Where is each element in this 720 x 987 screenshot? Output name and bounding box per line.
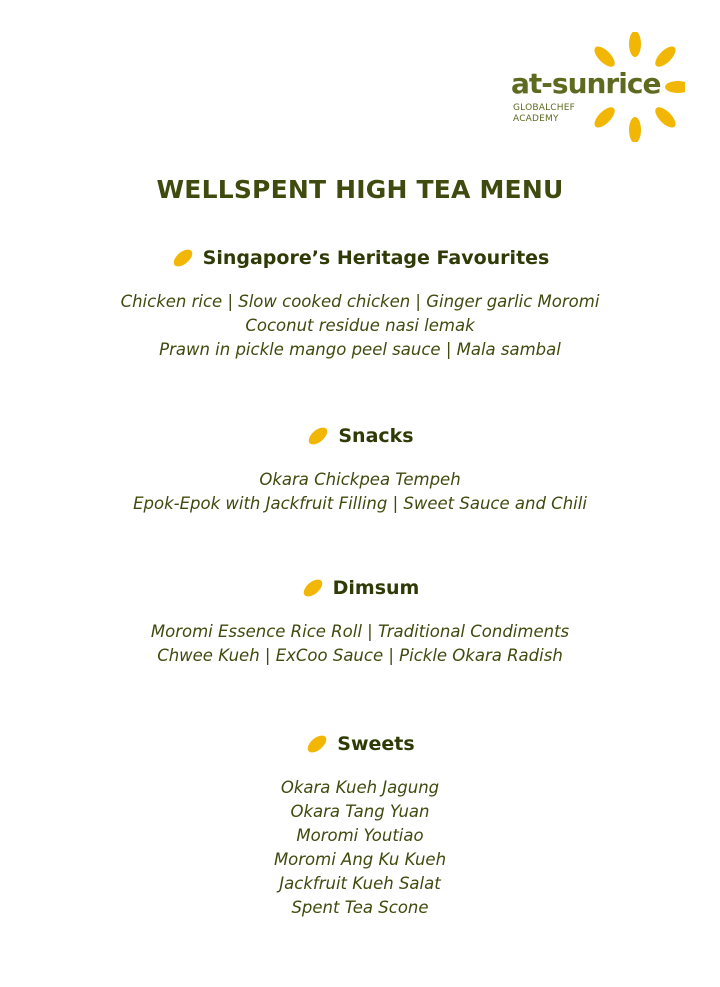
- section-dimsum: [0, 577, 720, 668]
- brand-subline: [513, 103, 575, 125]
- section-items: [0, 776, 720, 920]
- leaf-icon: [305, 733, 329, 755]
- menu-item: Chwee Kueh | ExCoo Sauce | Pickle Okara Radish: [157, 646, 563, 665]
- section-items: [0, 620, 720, 668]
- section-heading-label: Dimsum: [332, 577, 420, 599]
- section-heading: [306, 425, 413, 447]
- section-heading: [305, 733, 414, 755]
- section-sweets: [0, 733, 720, 920]
- brand-subline-1: GLOBALCHEF: [513, 103, 576, 113]
- menu-item: Moromi Ang Ku Kueh: [273, 850, 447, 869]
- section-heading-label: Sweets: [337, 733, 415, 755]
- section-items: [0, 468, 720, 516]
- section-items: [0, 290, 720, 362]
- menu-item: Coconut residue nasi lemak: [245, 316, 475, 335]
- menu-item: Epok-Epok with Jackfruit Filling | Sweet Sauce and Chili: [133, 494, 587, 513]
- menu-item: Moromi Youtiao: [296, 826, 424, 845]
- section-heritage-favourites: [0, 247, 720, 362]
- brand-name: at-sunrice: [511, 67, 661, 100]
- leaf-icon: [306, 425, 330, 447]
- menu-item: Moromi Essence Rice Roll | Traditional Condiments: [150, 622, 570, 641]
- section-heading-label: Snacks: [338, 425, 414, 447]
- menu-item: Spent Tea Scone: [291, 898, 429, 917]
- section-snacks: [0, 425, 720, 516]
- leaf-icon: [171, 247, 195, 269]
- leaf-icon: [301, 577, 325, 599]
- menu-item: Chicken rice | Slow cooked chicken | Ginger garlic Moromi: [120, 292, 600, 311]
- section-heading-label: Singapore’s Heritage Favourites: [202, 247, 550, 269]
- menu-item: Prawn in pickle mango peel sauce | Mala sambal: [159, 340, 561, 359]
- brand-logo: [505, 32, 685, 142]
- menu-item: Okara Chickpea Tempeh: [259, 470, 461, 489]
- section-heading: [171, 247, 550, 269]
- menu-item: Jackfruit Kueh Salat: [279, 874, 441, 893]
- section-heading: [301, 577, 420, 599]
- brand-subline-2: ACADEMY: [513, 114, 559, 124]
- menu-item: Okara Tang Yuan: [290, 802, 430, 821]
- menu-item: Okara Kueh Jagung: [280, 778, 440, 797]
- menu-title: WELLSPENT HIGH TEA MENU: [156, 175, 564, 204]
